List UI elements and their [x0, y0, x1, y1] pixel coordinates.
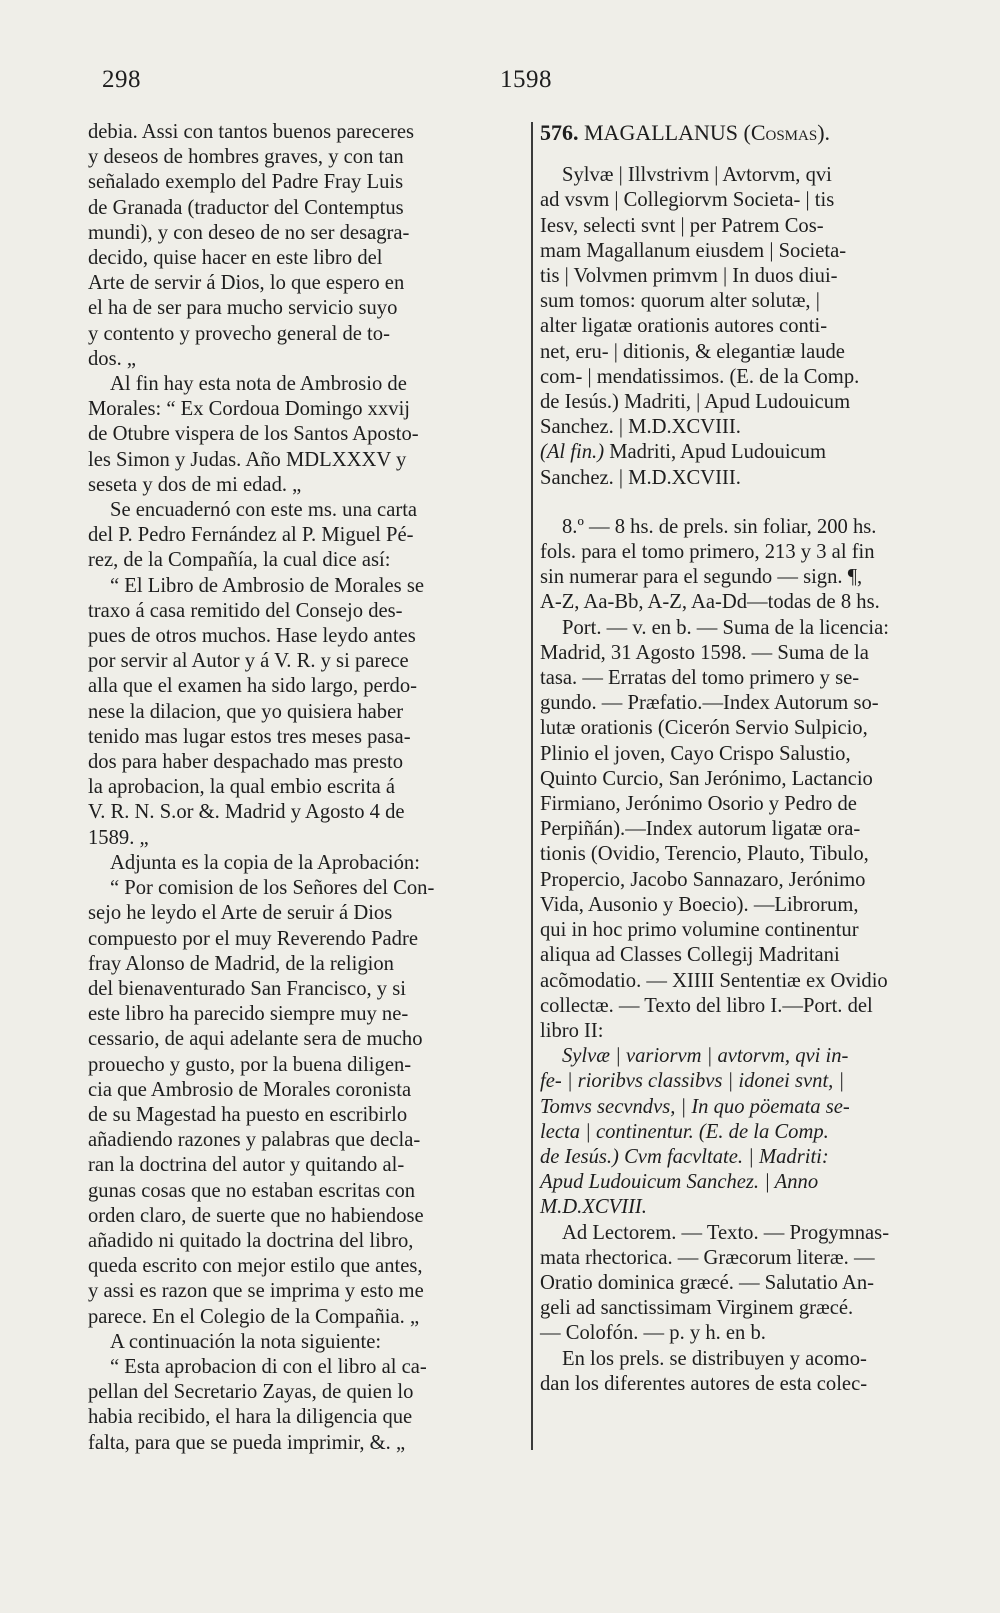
text-line: qui in hoc primo volumine continentur	[540, 919, 859, 942]
text-line: Adjunta es la copia de la Aprobación:	[110, 851, 420, 874]
text-line: acõmodatio. — XIIII Sententiæ ex Ovidio	[540, 969, 888, 992]
text-line: sin numerar para el segundo — sign. ¶,	[540, 566, 863, 589]
text-line: mundi), y con deseo de no ser desagra-	[88, 221, 410, 244]
text-line: añadido ni quitado la doctrina del libro,	[88, 1229, 414, 1252]
text-line: dos. „	[88, 347, 137, 370]
text-line: Tomvs secvndvs, | In quo pöemata se-	[540, 1095, 850, 1118]
text-line: sum tomos: quorum alter solutæ, |	[540, 290, 820, 313]
text-line: gundo. — Præfatio.—Index Autorum so-	[540, 692, 879, 715]
text-line: de Granada (traductor del Contemptus	[88, 196, 404, 219]
text-line: pellan del Secretario Zayas, de quien lo	[88, 1381, 414, 1404]
text-line: les Simon y Judas. Año MDLXXXV y	[88, 448, 407, 471]
text-line: cia que Ambrosio de Morales coronista	[88, 1078, 412, 1101]
text-line: sejo he leydo el Arte de seruir á Dios	[88, 902, 393, 925]
text-line: alla que el examen ha sido largo, perdo-	[88, 675, 417, 698]
right-column	[540, 120, 960, 1397]
second-volume-title	[540, 1044, 960, 1220]
colophon-line-2: Sanchez. | M.D.XCVIII.	[540, 466, 741, 489]
text-line: de su Magestad ha puesto en escribirlo	[88, 1103, 408, 1126]
text-line: nese la dilacion, que yo quisiera haber	[88, 700, 404, 723]
text-line: — Colofón. — p. y h. en b.	[540, 1322, 766, 1345]
text-line: pues de otros muchos. Hase leydo antes	[88, 625, 416, 648]
entry-author: MAGALLANUS (Cosmas).	[584, 120, 831, 145]
text-line: y deseos de hombres graves, y con tan	[88, 146, 404, 169]
text-line: este libro ha parecido siempre muy ne-	[88, 1003, 409, 1026]
text-line: Vida, Ausonio y Boecio). —Librorum,	[540, 893, 859, 916]
text-line: Se encuadernó con este ms. una carta	[110, 499, 418, 522]
text-line: V. R. N. S.or &. Madrid y Agosto 4 de	[88, 801, 405, 824]
text-line: Iesv, selecti svnt | per Patrem Cos-	[540, 214, 824, 237]
text-line: falta, para que se pueda imprimir, &. „	[88, 1431, 406, 1454]
text-line: Madrid, 31 Agosto 1598. — Suma de la	[540, 641, 869, 664]
text-line: Propercio, Jacobo Sannazaro, Jerónimo	[540, 868, 866, 891]
text-line: compuesto por el muy Reverendo Padre	[88, 927, 418, 950]
text-line: mam Magallanum eiusdem | Societa-	[540, 239, 847, 262]
text-line: tionis (Ovidio, Terencio, Plauto, Tibulo,	[540, 843, 869, 866]
running-head-year: 1598	[500, 66, 552, 93]
colophon-line: (Al fin.) Madriti, Apud Ludouicum	[540, 441, 826, 464]
text-line: fols. para el tomo primero, 213 y 3 al fin	[540, 541, 875, 564]
text-line: señalado exemplo del Padre Fray Luis	[88, 171, 404, 194]
column-divider	[531, 122, 533, 1450]
text-line: Ad Lectorem. — Texto. — Progymnas-	[562, 1221, 890, 1244]
text-line: del P. Pedro Fernández al P. Miguel Pé-	[88, 524, 414, 547]
text-line: Sylvæ | Illvstrivm | Avtorvm, qvi	[562, 164, 832, 187]
text-line: fe- | rioribvs classibvs | idonei svnt, |	[540, 1070, 845, 1093]
text-line: rez, de la Compañía, la cual dice así:	[88, 549, 391, 572]
text-line: seseta y dos de mi edad. „	[88, 473, 302, 496]
text-line: ad vsvm | Collegiorvm Societa- | tis	[540, 189, 835, 212]
text-line: geli ad sanctissimam Virginem græcé.	[540, 1297, 854, 1320]
text-line: de Iesús.) Cvm facvltate. | Madriti:	[540, 1145, 829, 1168]
text-line: Perpiñán).—Index autorum ligatæ ora-	[540, 818, 861, 841]
text-line: Quinto Curcio, San Jerónimo, Lactancio	[540, 767, 873, 790]
text-line: net, eru- | ditionis, & elegantiæ laude	[540, 340, 845, 363]
text-line: dan los diferentes autores de esta colec-	[540, 1372, 868, 1395]
text-line: Oratio dominica græcé. — Salutatio An-	[540, 1271, 875, 1294]
text-line: A continuación la nota siguiente:	[110, 1330, 382, 1353]
text-line: debia. Assi con tantos buenos pareceres	[88, 121, 414, 143]
text-line: parece. En el Colegio de la Compañia. „	[88, 1305, 420, 1328]
text-line: 1589. „	[88, 826, 149, 849]
text-line: com- | mendatissimos. (E. de la Comp.	[540, 365, 860, 388]
text-line: traxo á casa remitido del Consejo des-	[88, 599, 403, 622]
text-line: de Iesús.) Madriti, | Apud Ludouicum	[540, 391, 851, 414]
text-line: cessario, de aqui adelante sera de mucho	[88, 1028, 423, 1051]
entry-heading	[540, 120, 960, 145]
contents-description	[540, 1221, 960, 1397]
bibliographic-description	[540, 515, 960, 1044]
text-line: Sylvæ | variorvm | avtorvm, qvi in-	[562, 1045, 849, 1068]
text-line: el ha de ser para mucho servicio suyo	[88, 297, 398, 320]
text-line: del bienaventurado San Francisco, y si	[88, 977, 406, 1000]
text-line: lutæ orationis (Cicerón Servio Sulpicio,	[540, 717, 868, 740]
text-line: la aprobacion, la qual embio escrita á	[88, 776, 396, 799]
text-line: collectæ. — Texto del libro I.—Port. del	[540, 994, 873, 1017]
text-line: Arte de servir á Dios, lo que espero en	[88, 272, 405, 295]
text-line: gunas cosas que no estaban escritas con	[88, 1179, 416, 1202]
text-line: Sanchez. | M.D.XCVIII.	[540, 416, 741, 439]
text-line: Al fin hay esta nota de Ambrosio de	[110, 373, 407, 396]
text-line: ran la doctrina del autor y quitando al-	[88, 1154, 405, 1177]
text-line: tenido mas lugar estos tres meses pasa-	[88, 725, 411, 748]
text-line: Firmiano, Jerónimo Osorio y Pedro de	[540, 793, 857, 816]
text-line: por servir al Autor y á V. R. y si parece	[88, 650, 409, 673]
text-line: En los prels. se distribuyen y acomo-	[562, 1347, 867, 1370]
page-number: 298	[102, 66, 141, 93]
text-line: fray Alonso de Madrid, de la religion	[88, 952, 394, 975]
text-line: tasa. — Erratas del tomo primero y se-	[540, 667, 860, 690]
text-line: alter ligatæ orationis autores conti-	[540, 315, 828, 338]
text-line: Morales: “ Ex Cordoua Domingo xxvij	[88, 398, 411, 421]
text-line: “ El Libro de Ambrosio de Morales se	[110, 574, 424, 597]
text-line: de Otubre vispera de los Santos Aposto-	[88, 423, 419, 446]
title-transcription	[540, 163, 960, 440]
text-line: lecta | continentur. (E. de la Comp.	[540, 1120, 829, 1143]
text-line: prouecho y gusto, por la buena diligen-	[88, 1053, 412, 1076]
text-line: y contento y provecho general de to-	[88, 322, 390, 345]
text-line: “ Esta aprobacion di con el libro al ca-	[110, 1355, 427, 1378]
text-line: y assi es razon que se imprima y esto me	[88, 1280, 424, 1303]
text-line: M.D.XCVIII.	[540, 1196, 647, 1219]
text-line: queda escrito con mejor estilo que antes,	[88, 1255, 423, 1278]
text-line: A-Z, Aa-Bb, A-Z, Aa-Dd—todas de 8 hs.	[540, 591, 880, 614]
text-line: decido, quise hacer en este libro del	[88, 247, 383, 270]
text-line: Plinio el joven, Cayo Crispo Salustio,	[540, 742, 851, 765]
text-line: mata rhectorica. — Græcorum literæ. —	[540, 1246, 875, 1269]
left-column	[88, 120, 518, 1456]
text-line: dos para haber despachado mas presto	[88, 751, 404, 774]
entry-number: 576.	[540, 120, 579, 145]
text-line: tis | Volvmen primvm | In duos diui-	[540, 265, 838, 288]
text-line: aliqua ad Classes Collegij Madritani	[540, 944, 840, 967]
text-line: 8.º — 8 hs. de prels. sin foliar, 200 hs.	[562, 515, 877, 538]
text-line: Apud Ludouicum Sanchez. | Anno	[540, 1171, 819, 1194]
text-line: “ Por comision de los Señores del Con-	[110, 877, 435, 900]
text-line: habia recibido, el hara la diligencia que	[88, 1406, 413, 1429]
text-line: libro II:	[540, 1019, 604, 1042]
text-line: Port. — v. en b. — Suma de la licencia:	[562, 616, 889, 639]
text-line: añadiendo razones y palabras que decla-	[88, 1129, 421, 1152]
text-line: orden claro, de suerte que no habiendose	[88, 1204, 424, 1227]
